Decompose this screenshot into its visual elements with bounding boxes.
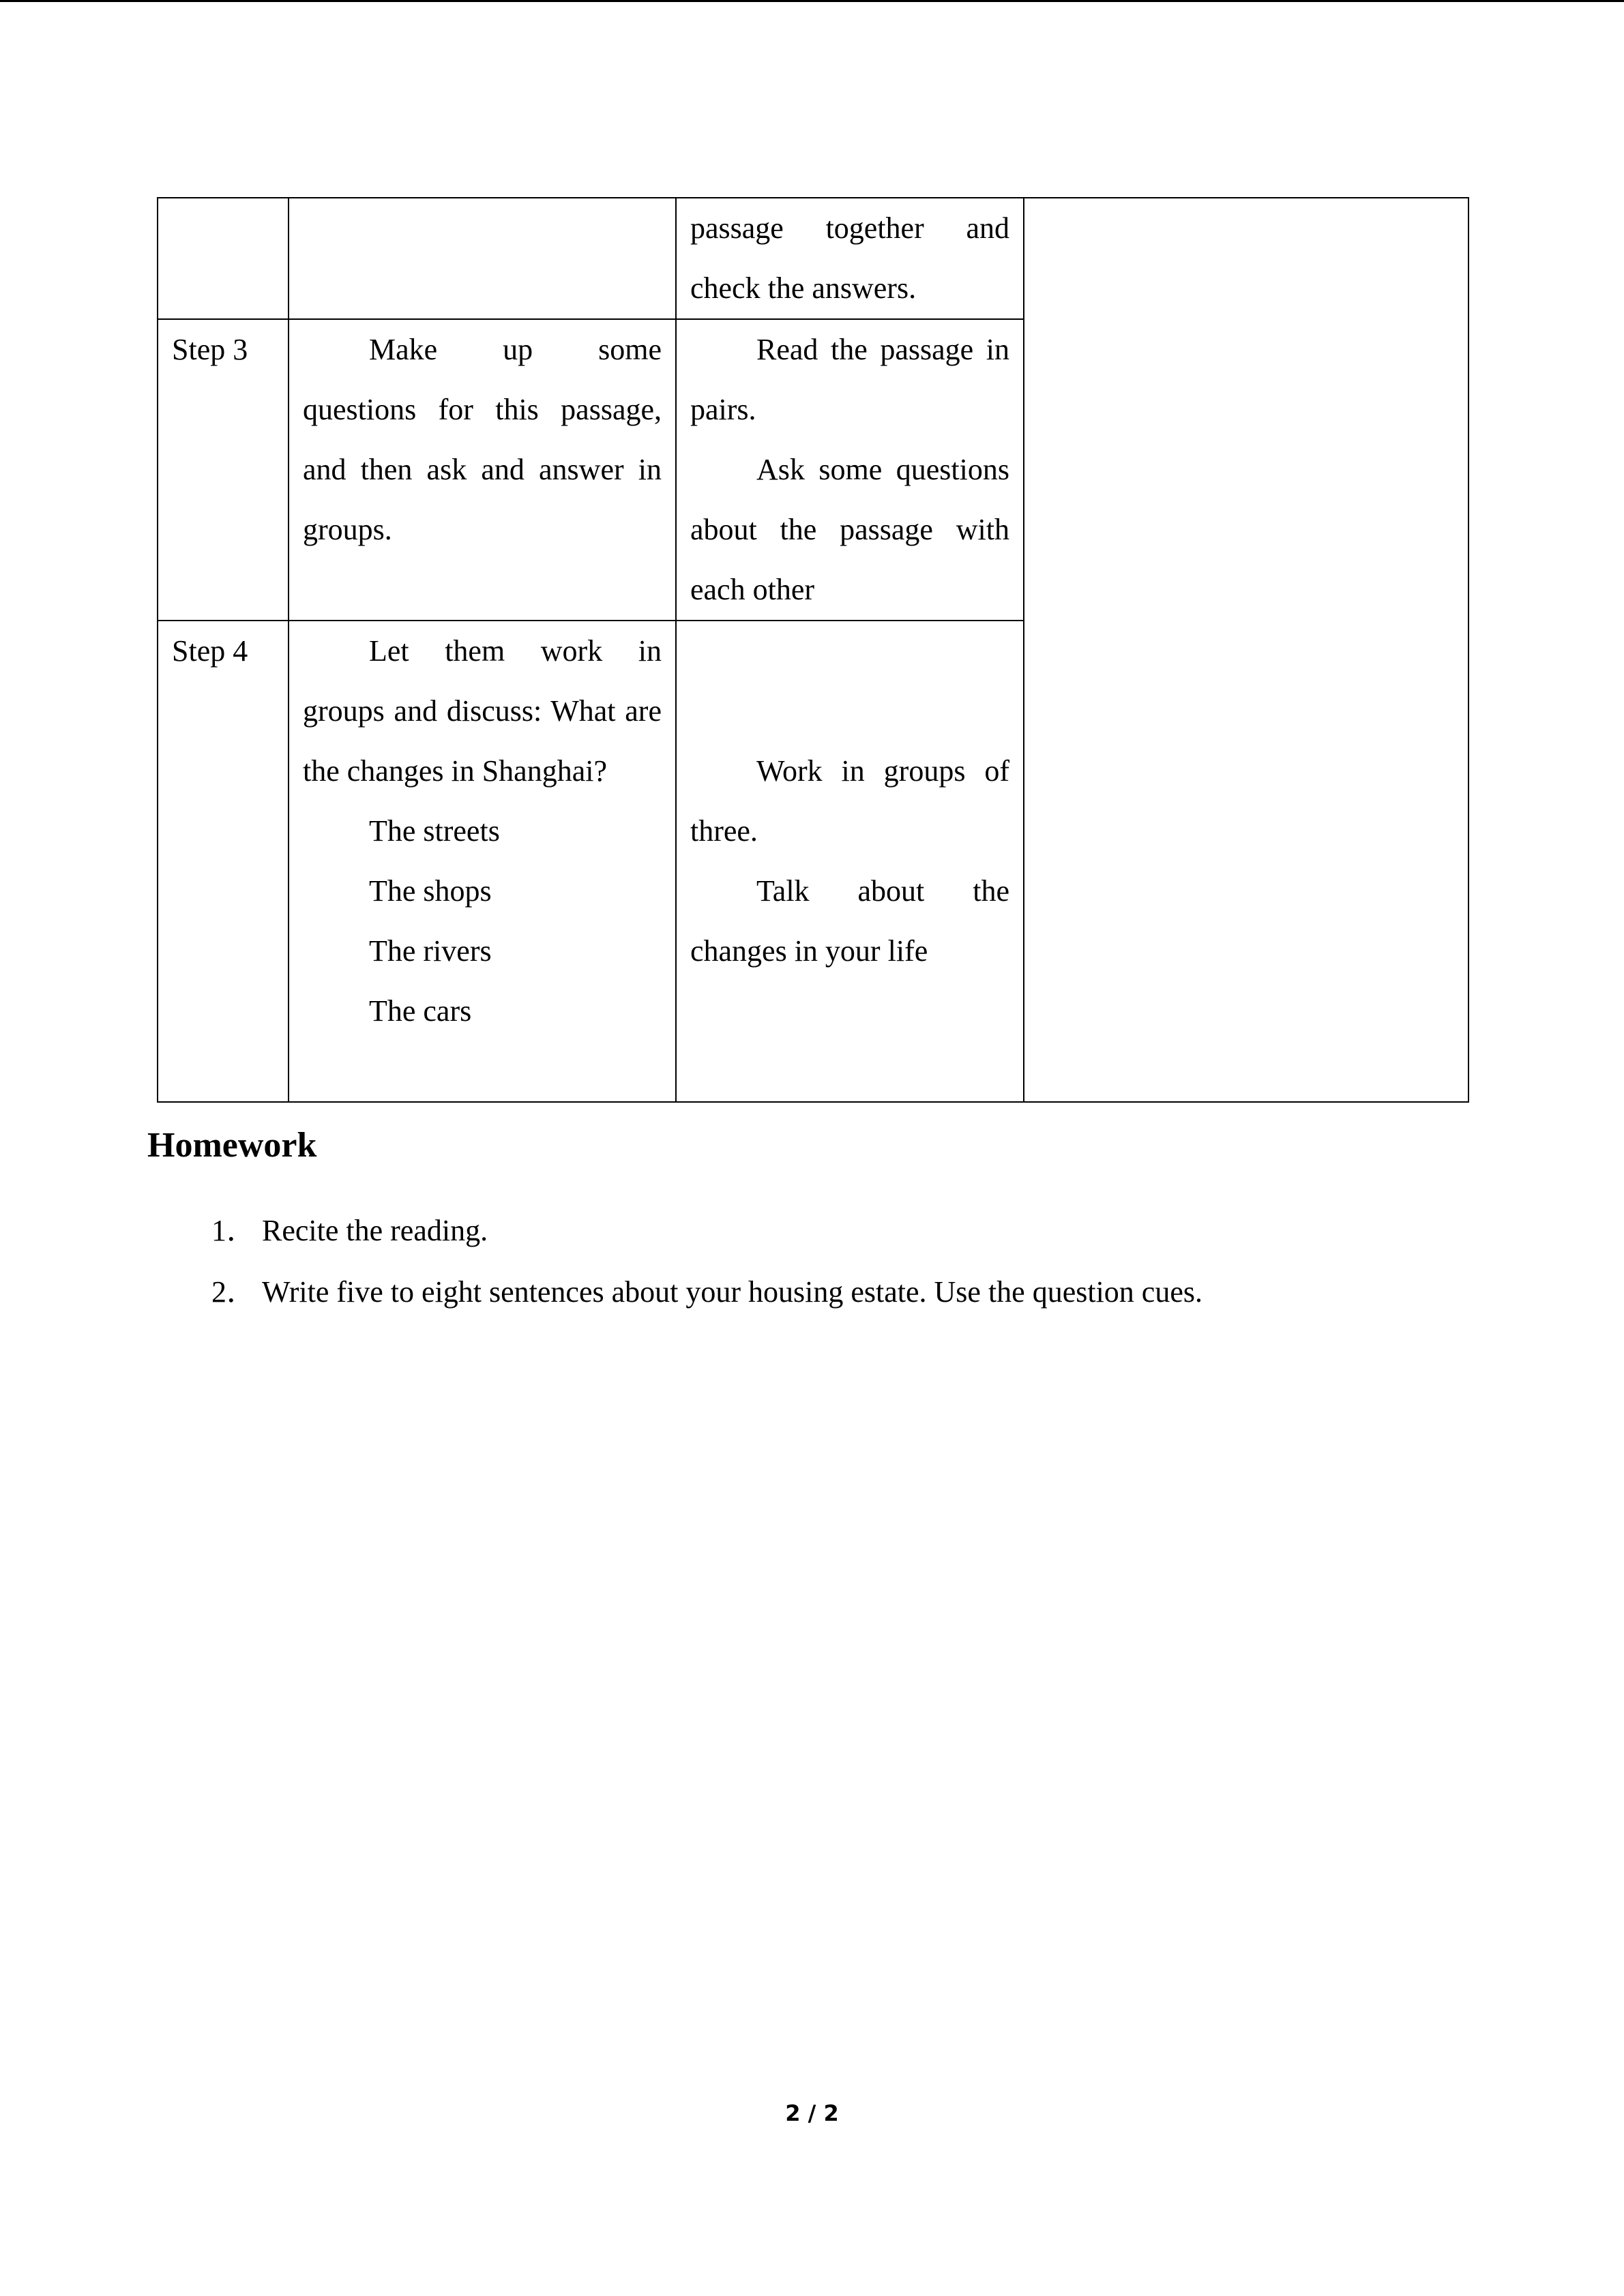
teacher-list-item: The cars [369,994,472,1028]
list-item-text: Write five to eight sentences about your housing estate. Use the question cues. [262,1275,1202,1309]
list-item [211,1262,1202,1323]
step-label: Step 4 [158,621,289,1102]
student-activity-text: passage together and check the answers. [690,211,1009,305]
student-activity-line: Work in groups of three. [690,754,1009,848]
table-row [158,198,1468,319]
lesson-plan-table [157,197,1469,1103]
student-activity-line: Talk about the changes in your life [690,874,1009,968]
student-activity-line: Ask some questions about the passage with each other [690,453,1009,606]
teacher-list-item: The rivers [369,934,492,968]
student-activity-cell [676,198,1024,319]
student-activity-cell [676,621,1024,1102]
teacher-activity-cell [289,198,676,319]
list-item-number: 1． [211,1214,256,1247]
page-number: 2 / 2 [785,2100,839,2126]
teacher-list-item: The streets [369,814,500,848]
list-item [211,1200,1202,1262]
student-activity-line: Read the passage in pairs. [690,333,1009,426]
step-label: Step 3 [158,319,289,621]
step-cell [158,198,289,319]
teacher-activity-cell [289,319,676,621]
list-item-number: 2． [211,1275,256,1309]
list-item-text: Recite the reading. [262,1214,488,1247]
page-top-border [0,0,1624,2]
teacher-activity-text: Make up some questions for this passage, and then ask and answer in groups. [303,333,662,546]
homework-heading: Homework [147,1126,317,1165]
teacher-activity-text: Let them work in groups and discuss: What are the changes in Shanghai? [303,634,662,788]
student-activity-cell [676,319,1024,621]
homework-list [211,1200,1202,1323]
teacher-list-item: The shops [369,874,492,908]
notes-cell [1024,198,1468,1102]
teacher-activity-cell [289,621,676,1102]
